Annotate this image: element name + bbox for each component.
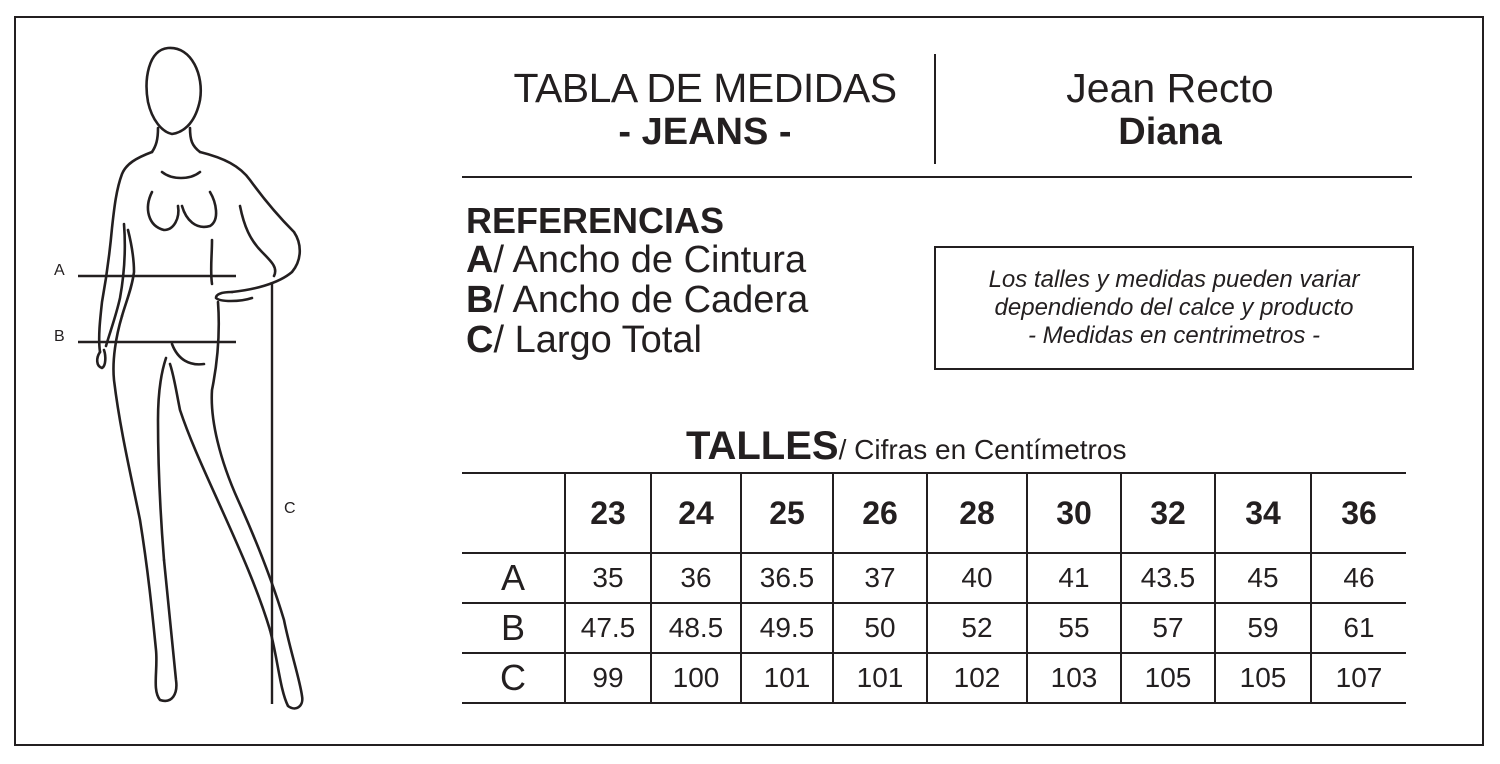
reference-key: B [466,279,494,321]
size-header: 36 [1311,473,1406,553]
table-row [462,553,1406,603]
row-label: A [462,553,565,603]
note-line: Los talles y medidas pueden variar [988,266,1360,293]
reference-text: / Ancho de Cintura [493,239,807,281]
table-cell: 43.5 [1121,553,1215,603]
table-header-row [462,473,1406,553]
table-cell: 101 [833,653,927,703]
size-header: 30 [1027,473,1121,553]
table-cell: 99 [565,653,651,703]
size-header: 25 [741,473,833,553]
note-box [934,246,1414,370]
table-cell: 105 [1121,653,1215,703]
size-header: 34 [1215,473,1311,553]
title-block [490,66,920,154]
mannequin-outline-icon [40,40,340,720]
table-cell: 35 [565,553,651,603]
product-name: Diana [1118,111,1222,153]
label-b: B [54,328,65,345]
table-row [462,653,1406,703]
reference-text: / Ancho de Cadera [493,279,809,321]
note-line: - Medidas en centrimetros - [1027,322,1321,349]
table-cell: 48.5 [651,603,741,653]
header-rule [462,176,1412,178]
reference-item [466,240,808,280]
table-cell: 57 [1121,603,1215,653]
table-row [462,603,1406,653]
product-type: Jean Recto [1066,65,1274,111]
size-table [462,472,1406,704]
table-cell: 45 [1215,553,1311,603]
talles-title: TALLES [686,424,839,468]
size-header: 23 [565,473,651,553]
talles-heading [686,424,1126,469]
table-cell: 52 [927,603,1027,653]
table-cell: 103 [1027,653,1121,703]
table-cell: 46 [1311,553,1406,603]
table-cell: 55 [1027,603,1121,653]
table-cell: 37 [833,553,927,603]
table-cell: 49.5 [741,603,833,653]
table-cell: 47.5 [565,603,651,653]
table-cell: 61 [1311,603,1406,653]
reference-key: C [466,319,494,361]
table-corner-cell [462,473,565,553]
table-cell: 59 [1215,603,1311,653]
size-header: 24 [651,473,741,553]
reference-item [466,280,808,320]
size-header: 26 [833,473,927,553]
label-c: C [284,500,296,517]
size-header: 32 [1121,473,1215,553]
reference-text: / Largo Total [493,319,702,361]
row-label: B [462,603,565,653]
table-cell: 100 [651,653,741,703]
note-line: dependiendo del calce y producto [994,294,1354,321]
talles-subtitle: / Cifras en Centímetros [838,434,1127,465]
header-divider [934,54,936,164]
references-title: REFERENCIAS [466,200,725,241]
page-subtitle: - JEANS - [618,111,792,153]
product-block [1010,66,1330,154]
table-cell: 36 [651,553,741,603]
references-block [466,202,808,360]
table-cell: 107 [1311,653,1406,703]
label-a: A [54,262,65,279]
table-cell: 36.5 [741,553,833,603]
table-cell: 41 [1027,553,1121,603]
table-cell: 40 [927,553,1027,603]
reference-item [466,320,808,360]
page-title: TABLA DE MEDIDAS [513,65,897,111]
table-cell: 50 [833,603,927,653]
table-cell: 101 [741,653,833,703]
reference-key: A [466,239,494,281]
table-cell: 105 [1215,653,1311,703]
body-figure [40,40,340,720]
table-cell: 102 [927,653,1027,703]
size-header: 28 [927,473,1027,553]
row-label: C [462,653,565,703]
